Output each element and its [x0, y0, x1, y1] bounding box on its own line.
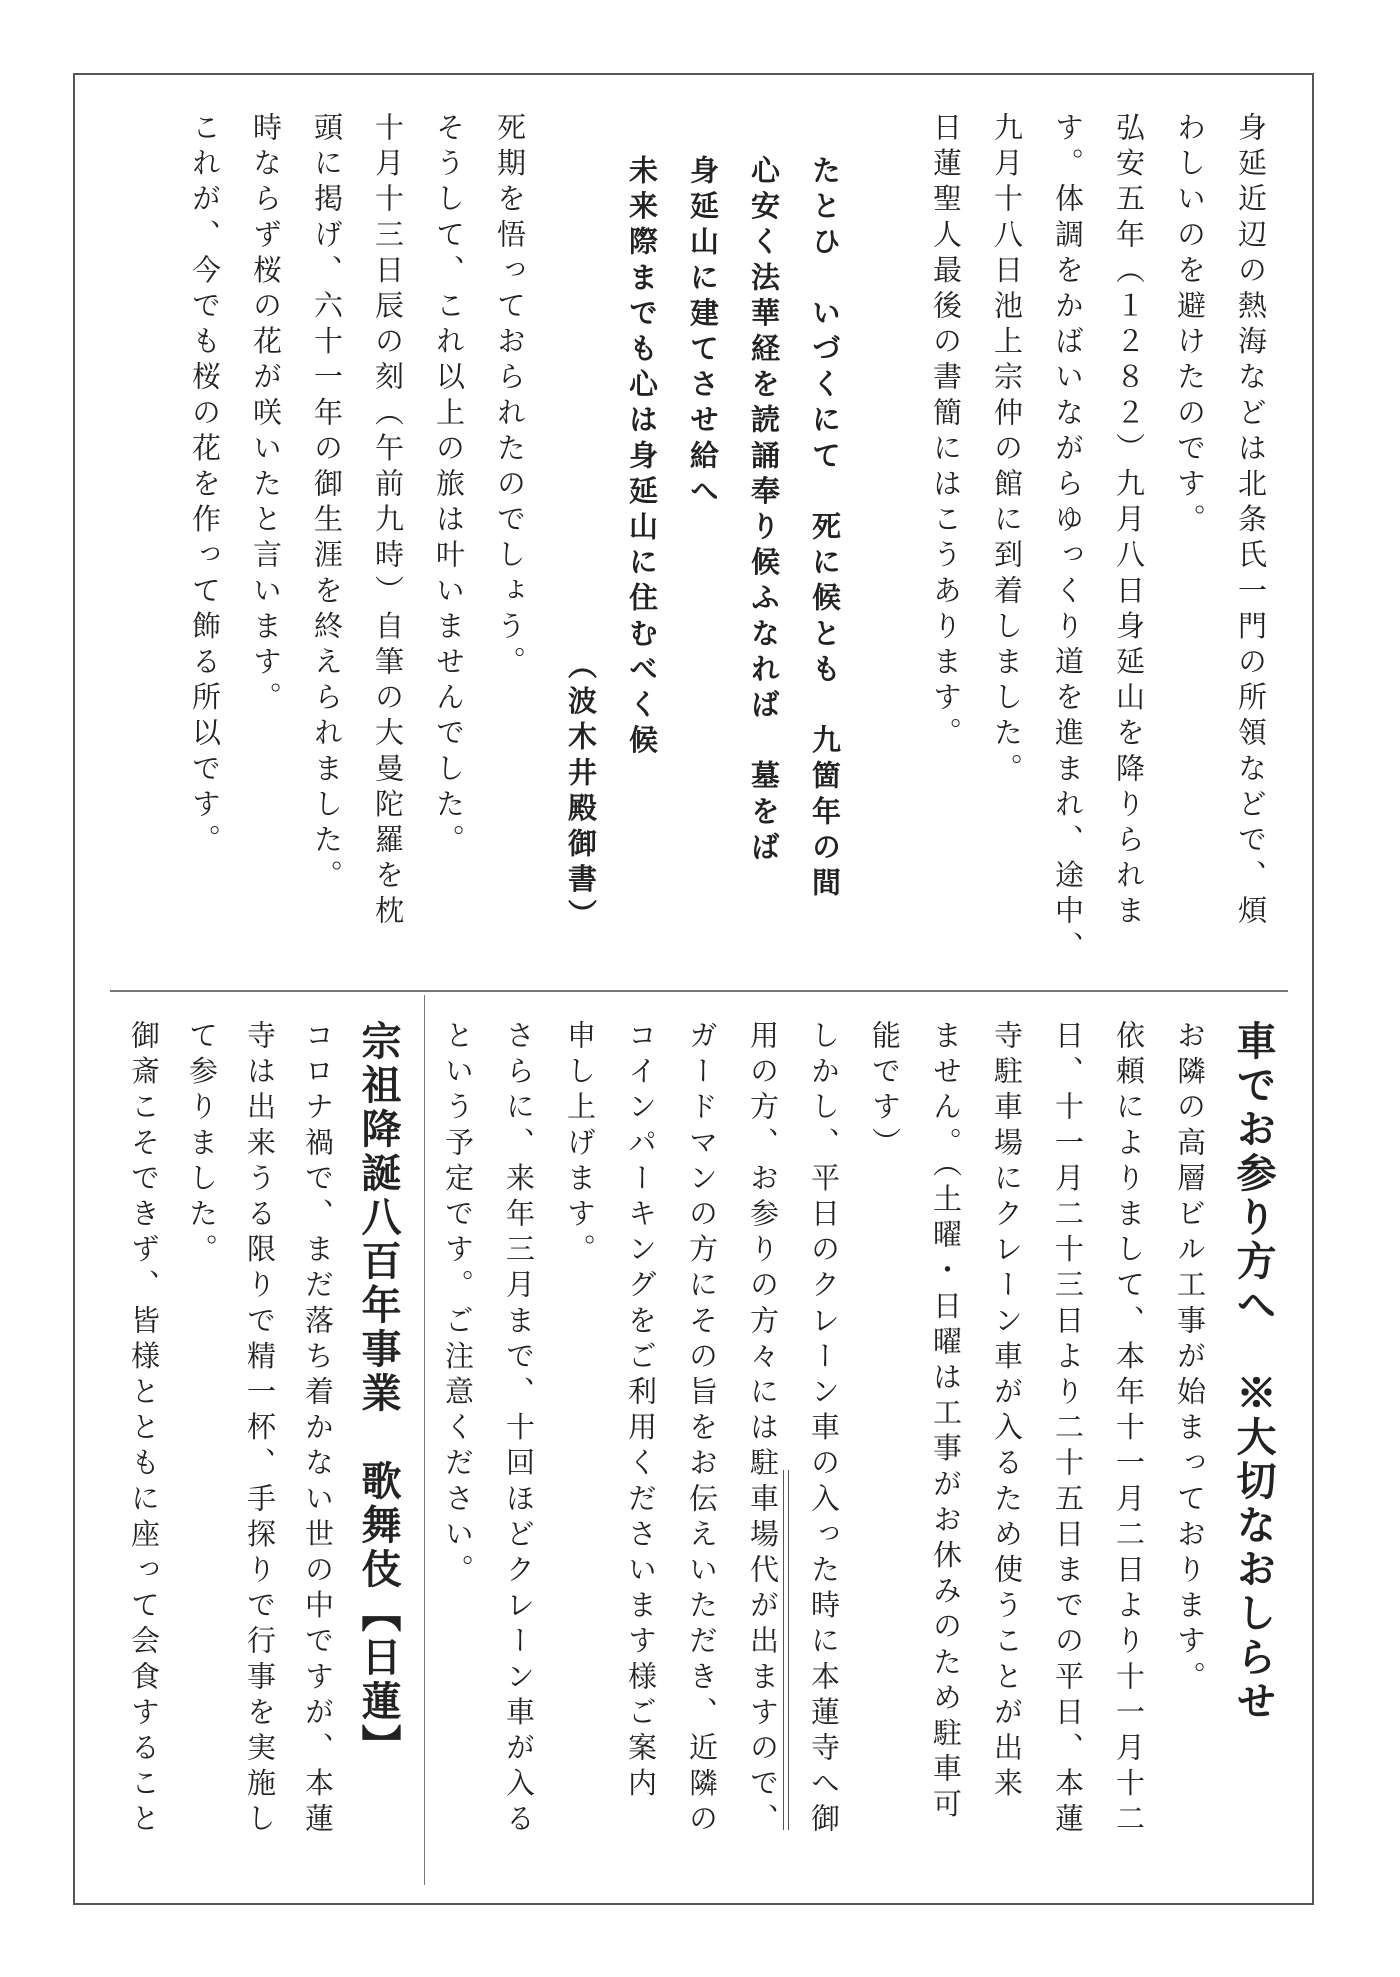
notice-title: 車でお参り方へ ※大切なおしらせ [1230, 1020, 1277, 1724]
history-line-9: 十月十三日辰の刻（午前九時）自筆の大曼陀羅を枕 [371, 112, 405, 931]
history-line-5: 九月十八日池上宗仲の館に到着しました。 [990, 112, 1024, 789]
history-line-1: 身延近辺の熱海などは北条氏一門の所領などで、煩 [1234, 112, 1268, 931]
notice-line-10: コインパーキングをご利用くださいます様ご案内 [624, 1020, 658, 1804]
section-divider-horizontal [110, 990, 1288, 992]
quote-line-1: たとひ いづくにて 死に候とも 九箇年の間 [808, 155, 842, 903]
emphasis-marker [783, 1470, 789, 1830]
notice-line-5: ません。（土曜・日曜は工事がお休みのため駐車可 [929, 1020, 963, 1825]
quote-line-2: 心安く法華経を読誦奉り候ふなれば 墓をば [747, 155, 781, 867]
quote-source: （波木井殿御書） [564, 650, 598, 935]
history-line-11: 時ならず桜の花が咲いたと言います。 [249, 112, 283, 718]
history-line-7: 死期を悟っておられたのでしょう。 [493, 112, 527, 682]
notice-line-7: しかし、平日のクレーン車の入った時に本蓮寺へ御 [807, 1020, 841, 1839]
notice-line-4: 寺駐車場にクレーン車が入るため使うことが出来 [990, 1020, 1024, 1804]
notice-line-12: さらに、来年三月まで、十回ほどクレーン車が入る [502, 1020, 536, 1839]
section-divider-vertical [424, 995, 425, 1885]
history-line-10: 頭に掲げ、六十一年の御生涯を終えられました。 [310, 112, 344, 896]
history-line-3: 弘安五年（１２８２）九月八日身延山を降りられま [1112, 112, 1146, 931]
history-line-4: す。体調をかばいながらゆっくり道を進まれ、途中、 [1051, 112, 1085, 967]
notice-line-13: という予定です。ご注意ください。 [441, 1020, 475, 1590]
history-line-6: 日蓮聖人最後の書簡にはこうあります。 [929, 112, 963, 753]
history-line-8: そうして、これ以上の旅は叶いませんでした。 [432, 112, 466, 860]
notice-line-11: 申し上げます。 [563, 1020, 597, 1270]
kabuki-line-2: 寺は出来うる限りで精一杯、手探りで行事を実施し [243, 1020, 277, 1839]
notice-line-3: 日、十一月二十三日より二十五日までの平日、本蓮 [1051, 1020, 1085, 1839]
notice-line-6: 能です） [868, 1020, 902, 1163]
kabuki-line-1: コロナ禍で、まだ落ち着かない世の中ですが、本蓮 [301, 1020, 335, 1839]
notice-line-8: 用の方、お参りの方々には駐車場代が出ますので、 [746, 1020, 780, 1839]
quote-line-4: 未来際までも心は身延山に住むべく候 [625, 155, 659, 761]
notice-line-1: お隣の高層ビル工事が始まっております。 [1173, 1020, 1207, 1697]
notice-line-9: ガードマンの方にその旨をお伝えいただき、近隣の [685, 1020, 719, 1839]
kabuki-line-4: 御斎こそできず、皆様とともに座って会食すること [127, 1020, 161, 1839]
quote-line-3: 身延山に建てさせ給へ [686, 155, 720, 511]
kabuki-title: 宗祖降誕八百年事業 歌舞伎【日蓮】 [355, 1020, 402, 1768]
history-line-2: わしいのを避けたのです。 [1173, 112, 1207, 540]
notice-line-2: 依頼によりまして、本年十一月二日より十一月十二 [1112, 1020, 1146, 1839]
kabuki-line-3: て参りました。 [185, 1020, 219, 1270]
history-line-12: これが、今でも桜の花を作って飾る所以です。 [188, 112, 222, 860]
